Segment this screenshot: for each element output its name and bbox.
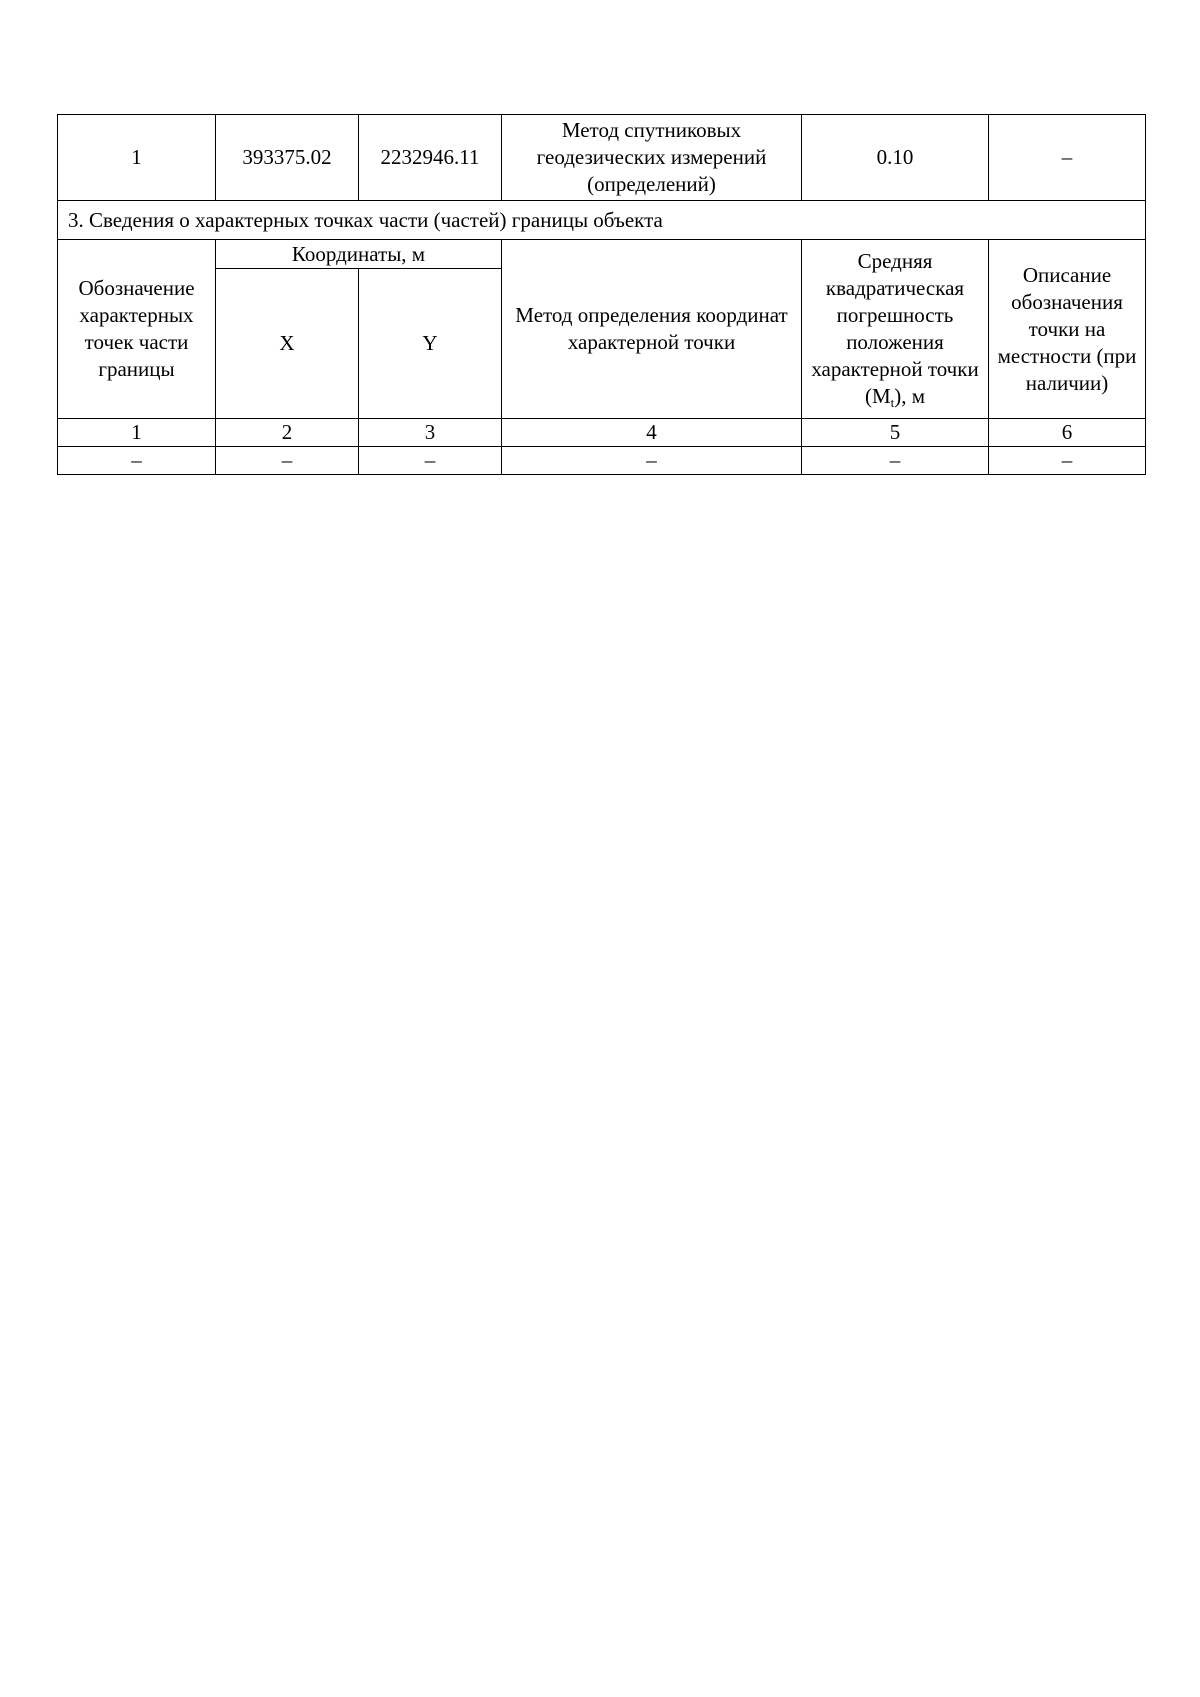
header-accuracy [802,240,989,419]
data-cell: – [58,447,216,475]
cell-description: – [989,115,1146,201]
boundary-points-table [57,114,1146,475]
header-point-label: Обозначение характерных точек части границы [58,240,216,419]
cell-accuracy: 0.10 [802,115,989,201]
header-accuracy-tail: ), м [894,384,926,408]
previous-data-row [58,115,1146,201]
cell-x: 393375.02 [216,115,359,201]
data-cell: – [216,447,359,475]
table-row [58,447,1146,475]
cell-point: 1 [58,115,216,201]
data-cell: – [989,447,1146,475]
column-number: 4 [502,419,802,447]
column-number: 3 [359,419,502,447]
cell-y: 2232946.11 [359,115,502,201]
header-accuracy-subscript: t [890,395,895,410]
header-method: Метод определения координат характерной точки [502,240,802,419]
column-numbers-row [58,419,1146,447]
data-cell: – [802,447,989,475]
section-title: 3. Сведения о характерных точках части (частей) границы объекта [58,201,1146,240]
header-row-1 [58,240,1146,269]
header-accuracy-main: Средняя квадратическая погрешность положения характерной точки (M [811,249,979,408]
column-number: 1 [58,419,216,447]
header-description: Описание обозначения точки на местности (при наличии) [989,240,1146,419]
column-number: 2 [216,419,359,447]
data-cell: – [502,447,802,475]
header-coordinates: Координаты, м [216,240,502,269]
column-number: 5 [802,419,989,447]
cell-method: Метод спутниковых геодезических измерений (определений) [502,115,802,201]
section-title-row [58,201,1146,240]
header-y: Y [359,269,502,419]
column-number: 6 [989,419,1146,447]
header-x: X [216,269,359,419]
data-cell: – [359,447,502,475]
